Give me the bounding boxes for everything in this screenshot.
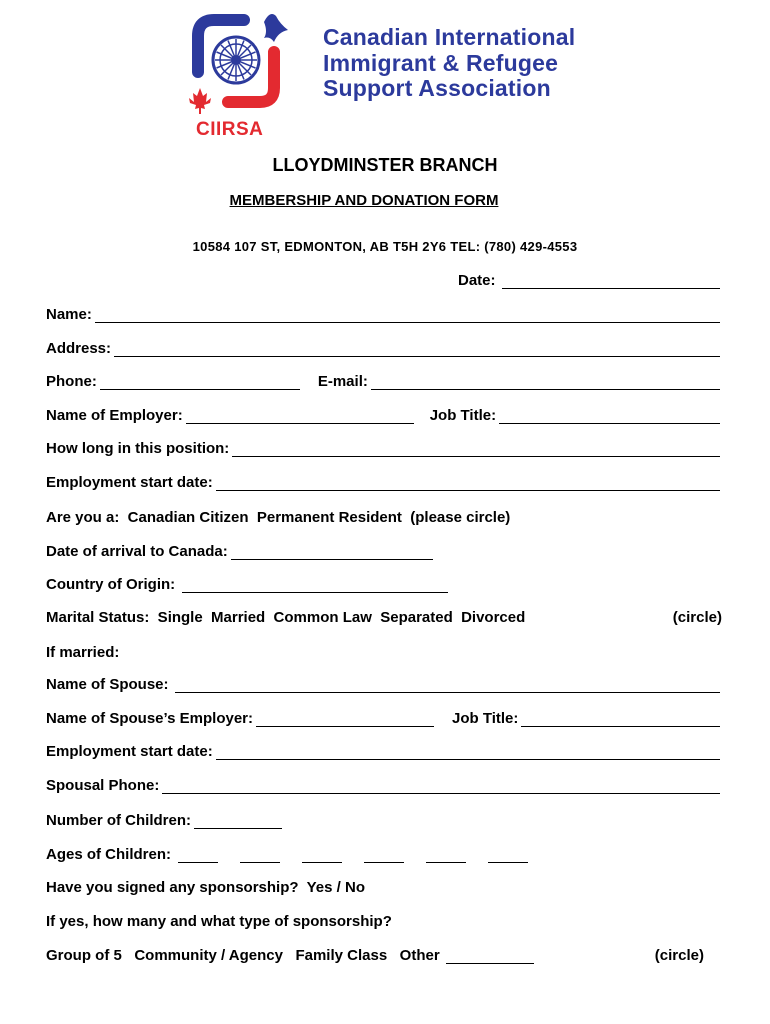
origin-field[interactable] [182,578,448,593]
wheel-icon [213,37,259,83]
child-age-field[interactable] [426,848,466,863]
spouse-employer-field[interactable] [256,712,434,727]
sponsorship-other-field[interactable] [446,949,534,964]
sponsorship-question[interactable]: Have you signed any sponsorship? Yes / No [46,879,365,896]
maple-leaf-icon [189,88,211,114]
date-field[interactable] [502,274,720,289]
spouse-job-title-field[interactable] [521,712,720,727]
address-row [46,337,720,357]
date-row [458,269,720,289]
spouse-name-row [46,673,720,693]
arrival-label: Date of arrival to Canada: [46,543,228,560]
phone-label: Phone: [46,373,97,390]
spouse-job-title-label: Job Title: [452,710,519,727]
status-question[interactable]: Are you a: Canadian Citizen Permanent Resident (please circle) [46,509,511,526]
phone-email-row [46,370,720,390]
job-title-field[interactable] [499,409,720,424]
child-age-field[interactable] [488,848,528,863]
spouse-name-label: Name of Spouse: [46,676,169,693]
children-ages-label: Ages of Children: [46,846,172,863]
spouse-phone-row [46,774,720,794]
spouse-start-row [46,740,720,760]
email-field[interactable] [371,375,720,390]
spouse-name-field[interactable] [175,678,720,693]
spouse-employer-row [46,707,720,727]
employer-row [46,404,720,424]
employment-start-label: Employment start date: [46,474,213,491]
children-count-row [46,809,720,829]
dove-icon [264,14,288,42]
employer-label: Name of Employer: [46,407,183,424]
origin-label: Country of Origin: [46,576,176,593]
name-field[interactable] [95,308,720,323]
organization-name [323,25,575,102]
sponsorship-row [46,876,720,896]
children-ages-row [46,843,720,863]
phone-field[interactable] [100,375,300,390]
if-married-row [46,641,720,661]
arrival-field[interactable] [231,545,433,560]
email-label: E-mail: [317,373,368,390]
employer-field[interactable] [186,409,414,424]
employment-start-row [46,471,720,491]
marital-row [46,606,722,626]
office-address: 10584 107 ST, EDMONTON, AB T5H 2Y6 TEL: (780) 429-4553 [192,239,578,254]
position-length-field[interactable] [232,442,720,457]
spouse-start-label: Employment start date: [46,743,213,760]
branch-heading: LLOYDMINSTER BRANCH [272,155,498,175]
org-name-line-2: Immigrant & Refugee [323,49,559,76]
spouse-employer-label: Name of Spouse’s Employer: [46,710,253,727]
address-field[interactable] [114,342,720,357]
status-row [46,506,720,526]
sponsorship-circle-note: (circle) [654,947,704,964]
job-title-label: Job Title: [429,407,497,424]
if-married-label: If married: [46,644,120,661]
form-title: MEMBERSHIP AND DONATION FORM [229,192,499,209]
organization-acronym: CIIRSA [196,119,264,140]
spouse-phone-label: Spousal Phone: [46,777,160,794]
marital-status-label[interactable]: Marital Status: Single Married Common Law Separated Divorced [46,609,526,626]
spouse-start-field[interactable] [216,745,720,760]
child-age-field[interactable] [240,848,280,863]
name-row [46,303,720,323]
children-count-label: Number of Children: [46,812,191,829]
sponsorship-type-row [46,910,720,930]
sponsorship-options[interactable]: Group of 5 Community / Agency Family Class Other [46,947,440,964]
sponsorship-options-row [46,944,704,964]
org-name-line-1: Canadian International [323,24,576,50]
employment-start-field[interactable] [216,476,720,491]
position-length-label: How long in this position: [46,440,230,457]
origin-row [46,573,720,593]
address-label: Address: [46,340,112,357]
name-label: Name: [46,306,92,323]
sponsorship-type-question: If yes, how many and what type of sponsorship? [46,913,392,930]
child-age-field[interactable] [364,848,404,863]
position-length-row [46,437,720,457]
children-count-field[interactable] [194,814,282,829]
child-age-field[interactable] [302,848,342,863]
arrival-row [46,540,720,560]
org-name-line-3: Support Association [323,75,551,101]
marital-circle-note: (circle) [672,609,722,626]
spouse-phone-field[interactable] [162,779,720,794]
child-age-field[interactable] [178,848,218,863]
date-label: Date: [458,272,496,289]
